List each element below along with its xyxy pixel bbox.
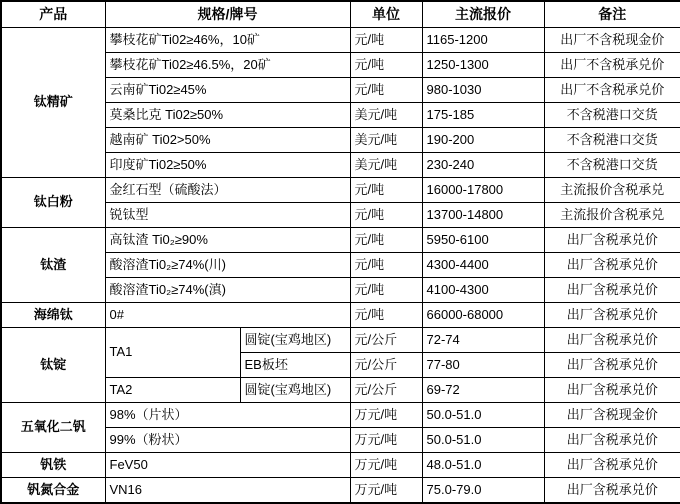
unit-cell: 元/吨 bbox=[350, 253, 422, 278]
table-row bbox=[1, 303, 680, 328]
remark-cell: 不含税港口交货 bbox=[544, 128, 680, 153]
price-cell: 4300-4400 bbox=[422, 253, 544, 278]
spec-detail-cell: EB板坯 bbox=[240, 353, 350, 378]
remark-cell: 出厂含税承兑价 bbox=[544, 278, 680, 303]
product-category-cell: 五氧化二钒 bbox=[1, 403, 105, 453]
remark-cell: 出厂不含税承兑价 bbox=[544, 78, 680, 103]
remark-cell: 主流报价含税承兑 bbox=[544, 178, 680, 203]
unit-cell: 万元/吨 bbox=[350, 403, 422, 428]
price-cell: 13700-14800 bbox=[422, 203, 544, 228]
product-category-cell: 钛精矿 bbox=[1, 28, 105, 178]
spec-cell: 锐钛型 bbox=[105, 203, 350, 228]
unit-cell: 元/吨 bbox=[350, 203, 422, 228]
price-cell: 48.0-51.0 bbox=[422, 453, 544, 478]
spec-grade-cell: TA2 bbox=[105, 378, 240, 403]
price-cell: 175-185 bbox=[422, 103, 544, 128]
remark-cell: 出厂不含税承兑价 bbox=[544, 53, 680, 78]
remark-cell: 出厂含税承兑价 bbox=[544, 453, 680, 478]
remark-cell: 主流报价含税承兑 bbox=[544, 203, 680, 228]
column-header-product: 产品 bbox=[1, 1, 105, 28]
spec-cell: 酸溶渣Ti0₂≥74%(滇) bbox=[105, 278, 350, 303]
price-cell: 50.0-51.0 bbox=[422, 428, 544, 453]
spec-cell: 99%（粉状） bbox=[105, 428, 350, 453]
remark-cell: 出厂含税承兑价 bbox=[544, 328, 680, 353]
price-cell: 50.0-51.0 bbox=[422, 403, 544, 428]
remark-cell: 出厂含税承兑价 bbox=[544, 253, 680, 278]
unit-cell: 美元/吨 bbox=[350, 128, 422, 153]
table-header bbox=[1, 1, 680, 28]
unit-cell: 元/吨 bbox=[350, 53, 422, 78]
table-body bbox=[1, 28, 680, 504]
spec-cell: 高钛渣 Ti0₂≥90% bbox=[105, 228, 350, 253]
unit-cell: 万元/吨 bbox=[350, 428, 422, 453]
price-cell: 77-80 bbox=[422, 353, 544, 378]
product-category-cell: 钛锭 bbox=[1, 328, 105, 403]
price-cell: 16000-17800 bbox=[422, 178, 544, 203]
unit-cell: 元/吨 bbox=[350, 228, 422, 253]
unit-cell: 万元/吨 bbox=[350, 453, 422, 478]
remark-cell: 出厂不含税现金价 bbox=[544, 28, 680, 53]
remark-cell: 出厂含税承兑价 bbox=[544, 478, 680, 504]
table-row bbox=[1, 403, 680, 428]
spec-grade-cell: TA1 bbox=[105, 328, 240, 378]
table-row bbox=[1, 28, 680, 53]
spec-cell: 越南矿 Ti02>50% bbox=[105, 128, 350, 153]
remark-cell: 出厂含税承兑价 bbox=[544, 228, 680, 253]
product-category-cell: 钒氮合金 bbox=[1, 478, 105, 504]
unit-cell: 元/公斤 bbox=[350, 353, 422, 378]
spec-cell: FeV50 bbox=[105, 453, 350, 478]
price-cell: 75.0-79.0 bbox=[422, 478, 544, 504]
product-category-cell: 海绵钛 bbox=[1, 303, 105, 328]
spec-cell: 攀枝花矿Ti02≥46.5%，20矿 bbox=[105, 53, 350, 78]
remark-cell: 出厂含税承兑价 bbox=[544, 378, 680, 403]
unit-cell: 元/吨 bbox=[350, 278, 422, 303]
remark-cell: 出厂含税现金价 bbox=[544, 403, 680, 428]
table-row bbox=[1, 453, 680, 478]
table-row bbox=[1, 228, 680, 253]
unit-cell: 元/吨 bbox=[350, 78, 422, 103]
price-cell: 69-72 bbox=[422, 378, 544, 403]
table-row bbox=[1, 328, 680, 353]
unit-cell: 万元/吨 bbox=[350, 478, 422, 504]
spec-detail-cell: 圆锭(宝鸡地区) bbox=[240, 378, 350, 403]
spec-cell: 酸溶渣Ti0₂≥74%(川) bbox=[105, 253, 350, 278]
price-cell: 1165-1200 bbox=[422, 28, 544, 53]
spec-cell: 莫桑比克 Ti02≥50% bbox=[105, 103, 350, 128]
price-cell: 980-1030 bbox=[422, 78, 544, 103]
price-cell: 5950-6100 bbox=[422, 228, 544, 253]
table-row bbox=[1, 478, 680, 504]
unit-cell: 美元/吨 bbox=[350, 103, 422, 128]
remark-cell: 出厂含税承兑价 bbox=[544, 303, 680, 328]
spec-cell: 0# bbox=[105, 303, 350, 328]
column-header-remark: 备注 bbox=[544, 1, 680, 28]
table-row bbox=[1, 178, 680, 203]
remark-cell: 不含税港口交货 bbox=[544, 103, 680, 128]
product-category-cell: 钛渣 bbox=[1, 228, 105, 303]
unit-cell: 元/吨 bbox=[350, 303, 422, 328]
spec-cell: 印度矿Ti02≥50% bbox=[105, 153, 350, 178]
unit-cell: 元/吨 bbox=[350, 178, 422, 203]
remark-cell: 出厂含税承兑价 bbox=[544, 353, 680, 378]
product-category-cell: 钛白粉 bbox=[1, 178, 105, 228]
product-category-cell: 钒铁 bbox=[1, 453, 105, 478]
unit-cell: 美元/吨 bbox=[350, 153, 422, 178]
unit-cell: 元/公斤 bbox=[350, 378, 422, 403]
price-cell: 230-240 bbox=[422, 153, 544, 178]
spec-detail-cell: 圆锭(宝鸡地区) bbox=[240, 328, 350, 353]
column-header-price: 主流报价 bbox=[422, 1, 544, 28]
spec-cell: 98%（片状） bbox=[105, 403, 350, 428]
unit-cell: 元/公斤 bbox=[350, 328, 422, 353]
spec-cell: 云南矿Ti02≥45% bbox=[105, 78, 350, 103]
spec-cell: 金红石型（硫酸法） bbox=[105, 178, 350, 203]
unit-cell: 元/吨 bbox=[350, 28, 422, 53]
spec-cell: 攀枝花矿Ti02≥46%，10矿 bbox=[105, 28, 350, 53]
price-cell: 72-74 bbox=[422, 328, 544, 353]
column-header-spec: 规格/牌号 bbox=[105, 1, 350, 28]
price-cell: 1250-1300 bbox=[422, 53, 544, 78]
price-cell: 4100-4300 bbox=[422, 278, 544, 303]
column-header-unit: 单位 bbox=[350, 1, 422, 28]
price-cell: 190-200 bbox=[422, 128, 544, 153]
spec-cell: VN16 bbox=[105, 478, 350, 504]
remark-cell: 出厂含税承兑价 bbox=[544, 428, 680, 453]
table-header-row bbox=[1, 1, 680, 28]
price-cell: 66000-68000 bbox=[422, 303, 544, 328]
remark-cell: 不含税港口交货 bbox=[544, 153, 680, 178]
